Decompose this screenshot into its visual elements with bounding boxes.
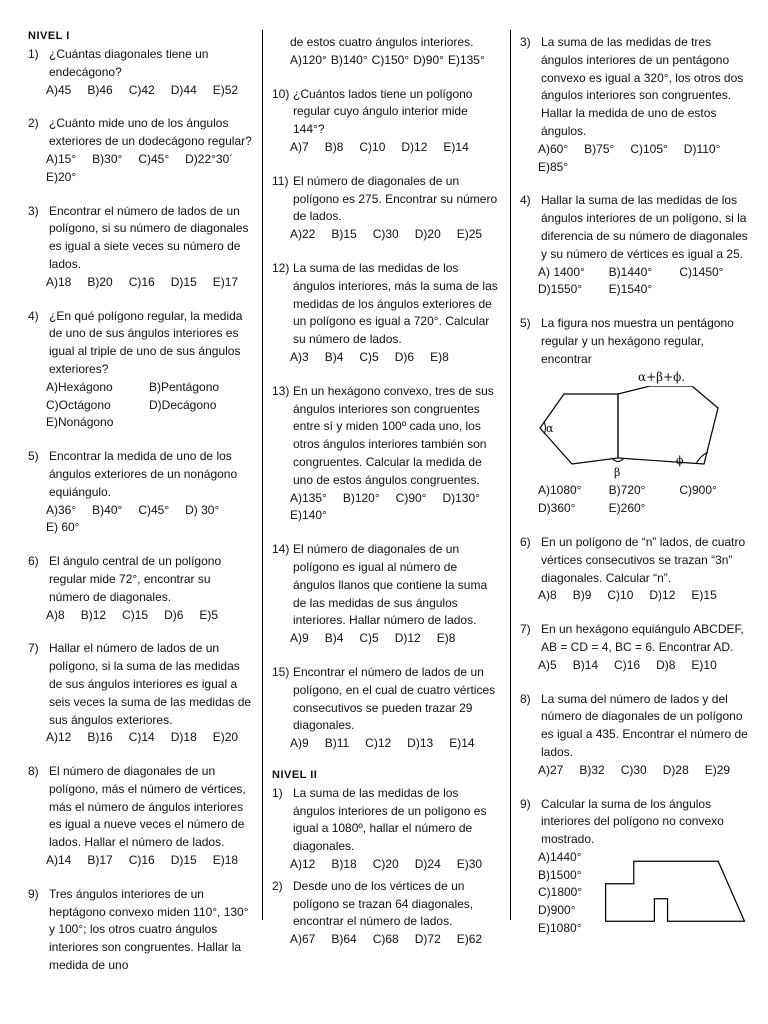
label-phi: ϕ <box>676 454 684 468</box>
question-15 <box>272 664 500 753</box>
answer-option: D)12 <box>649 588 676 603</box>
answer-option: C)14 <box>128 730 155 745</box>
question-number: 7) <box>28 641 39 656</box>
answer-options <box>28 729 252 747</box>
answer-option: A)1080° <box>538 483 582 498</box>
answer-option: A)45 <box>46 82 72 97</box>
answer-option: B)17 <box>87 853 113 868</box>
question-number: 4) <box>28 308 39 323</box>
question-number: 2) <box>28 116 39 131</box>
answer-options <box>520 849 600 938</box>
question-head <box>272 664 500 735</box>
answer-option: D)18 <box>170 730 197 745</box>
question-12 <box>272 260 500 367</box>
question-2 <box>272 878 500 949</box>
answer-option: E)5 <box>199 607 219 622</box>
answer-options <box>272 226 500 244</box>
answer-option: C)5 <box>359 631 379 646</box>
answer-option: A)Hexágono <box>46 379 113 394</box>
question-number: 15) <box>272 664 290 679</box>
answer-option: E)85° <box>538 159 569 174</box>
question-head <box>520 34 750 141</box>
answer-option: E)20 <box>212 730 239 745</box>
answer-option: D)44 <box>170 82 197 97</box>
answer-option: C)42 <box>128 82 155 97</box>
question-number: 13) <box>272 383 290 398</box>
question-head <box>272 173 500 226</box>
question-text: La suma del número de lados y del número de diagonales de un polígono es igual a 435. Encontrar el número de lados. <box>541 691 748 759</box>
answer-option: C)150° <box>371 52 410 67</box>
answer-option: A)14 <box>46 853 72 868</box>
question-head <box>28 115 252 151</box>
question-number: 11) <box>272 173 289 188</box>
question-9 <box>28 886 252 975</box>
question-head <box>520 192 750 263</box>
question-head <box>272 785 500 856</box>
question-text: La suma de las medidas de tres ángulos interiores de un pentágono convexo es igual a 320°, los otros dos ángulos interiores son congruentes. Hallar la medida de uno de estos ángulos. <box>541 35 744 138</box>
answer-option: C)Octágono <box>46 397 111 412</box>
question-head <box>520 691 750 762</box>
answer-option: E)1080° <box>538 921 582 936</box>
answer-option: A)7 <box>290 139 309 154</box>
question-number: 1) <box>28 47 39 61</box>
question-text: ¿Cuántos lados tiene un polígono regular cuyo ángulo interior mide 144°? <box>293 86 473 137</box>
answer-option: A)67 <box>290 932 316 947</box>
answer-option: E)10 <box>691 657 717 672</box>
question-text: En un polígono de “n” lados, de cuatro vértices consecutivos se trazan “3n” diagonales. Calcular “n”. <box>541 534 746 585</box>
answer-option: D)360° <box>538 501 576 516</box>
answer-option: A)18 <box>46 274 72 289</box>
answer-option: D)110° <box>683 141 721 156</box>
answer-option: D)12 <box>394 631 421 646</box>
answer-option: B)32 <box>579 762 605 777</box>
question-number: 12) <box>272 260 290 275</box>
answer-option: E)135° <box>447 52 485 67</box>
answer-option: C)1800° <box>538 885 583 900</box>
question-number: 3) <box>28 203 39 218</box>
answer-options <box>28 502 252 538</box>
label-alpha: α <box>546 422 554 436</box>
answer-option: C)10 <box>359 139 386 154</box>
question-head <box>520 796 750 849</box>
answer-option: E)140° <box>290 508 327 523</box>
answer-options <box>520 264 750 300</box>
answer-option: D)130° <box>442 490 480 505</box>
non-convex-polygon-figure <box>600 853 750 937</box>
answer-option: E)14 <box>443 139 469 154</box>
answer-option: C)45° <box>138 502 170 517</box>
answer-option: D)28 <box>662 762 689 777</box>
answer-option: D)72 <box>414 932 441 947</box>
answer-option: E)15 <box>691 588 717 603</box>
question-2 <box>28 115 252 186</box>
question-5 <box>520 315 750 518</box>
question-number: 5) <box>520 316 531 331</box>
question-head <box>520 534 750 587</box>
answer-option: D)22°30´ <box>185 151 234 166</box>
answer-option: B)720° <box>608 483 646 498</box>
answer-option: B)4 <box>324 349 344 364</box>
question-text: La figura nos muestra un pentágono regular y un hexágono regular, encontrar <box>541 316 734 366</box>
section-title-nivel-1: NIVEL I <box>28 30 70 42</box>
question-head <box>272 383 500 490</box>
question-number: 2) <box>272 878 283 893</box>
answer-option: E)260° <box>608 501 646 516</box>
question-text: El ángulo central de un polígono regular mide 72°, encontrar su número de diagonales. <box>49 554 222 604</box>
answer-option: E)20° <box>46 169 77 184</box>
answer-options <box>520 657 750 675</box>
question-head <box>28 763 252 852</box>
question-text: En un hexágono convexo, tres de sus ángulos interiores son congruentes entre sí y miden 100º cada uno, los otros ángulos interiores también son congruentes. Calcular la medida de uno de estos ángulos congruentes. <box>293 383 494 487</box>
answer-option: E)29 <box>704 762 731 777</box>
question-head <box>520 621 750 657</box>
answer-options <box>28 151 252 187</box>
column-divider-right <box>510 30 511 920</box>
question-3 <box>520 34 750 176</box>
answer-option: B)40° <box>92 502 123 517</box>
answer-option: E) 60° <box>46 520 80 535</box>
answer-option: B)30° <box>92 151 123 166</box>
answer-option: B)64 <box>331 932 357 947</box>
answer-option: C)30 <box>620 762 647 777</box>
answer-options <box>520 587 750 605</box>
question-5 <box>28 448 252 537</box>
answer-option: C)15 <box>122 607 149 622</box>
answer-option: B)4 <box>324 631 344 646</box>
question-head <box>28 46 252 82</box>
question-7 <box>28 640 252 747</box>
question-text: Hallar el número de lados de un polígono, si la suma de las medidas de sus ángulos interiores es igual a seis veces la suma de las medidas de sus ángulos exteriores. <box>49 641 252 727</box>
answer-option: B)15 <box>331 227 357 242</box>
answer-option: E)25 <box>456 227 483 242</box>
question-text: Hallar la suma de las medidas de los ángulos interiores de un polígono, si la diferencia de su número de diagonales y su número de vértices es igual a 25. <box>541 193 748 261</box>
answer-option: D)15 <box>170 274 197 289</box>
question-head <box>28 553 252 606</box>
answer-option: C)45° <box>138 151 170 166</box>
question-9-continued: de estos cuatro ángulos interiores. A)120° B)140° C)150° D)90° E)135° <box>272 34 500 70</box>
question-3 <box>28 203 252 292</box>
answer-options <box>272 735 500 753</box>
answer-option: C)5 <box>359 349 379 364</box>
answer-option: E)Nonágono <box>46 415 114 430</box>
question-text: En un hexágono equiángulo ABCDEF, AB = CD = 4, BC = 6. Encontrar AD. <box>541 622 744 654</box>
answer-option: C)16 <box>128 274 155 289</box>
formula-line <box>520 369 750 387</box>
answer-option: A)8 <box>538 588 557 603</box>
answer-option: A)5 <box>538 657 557 672</box>
question-head <box>272 260 500 349</box>
question-text: El número de diagonales de un polígono, más el número de vértices, más el número de ángulos interiores es igual a nueve veces el número de lados. Hallar el número de lados. <box>49 764 246 850</box>
answer-option: A)120° <box>290 52 327 67</box>
question-4 <box>28 308 252 433</box>
answer-option: A)27 <box>538 762 564 777</box>
question-text: Desde uno de los vértices de un polígono se trazan 64 diagonales, encontrar el número de lados. <box>293 878 474 929</box>
question-8 <box>28 763 252 870</box>
question-number: 9) <box>28 886 39 901</box>
answer-option: A)9 <box>290 736 309 751</box>
question-head <box>272 541 500 630</box>
question-9 <box>520 796 750 938</box>
answer-option: E)18 <box>212 853 239 868</box>
question-number: 6) <box>520 534 531 549</box>
column-1 <box>28 30 252 991</box>
answer-option: B)75° <box>584 141 615 156</box>
question-number: 10) <box>272 86 290 101</box>
question-number: 5) <box>28 449 39 464</box>
hexagon-shape <box>618 386 718 464</box>
answer-options <box>272 490 500 526</box>
answer-option: A)22 <box>290 227 316 242</box>
question-text: Calcular la suma de los ángulos interiores del polígono no convexo mostrado. <box>541 796 724 847</box>
question-14 <box>272 541 500 648</box>
answer-option: C)16 <box>614 657 641 672</box>
formula: α+β+ϕ. <box>638 369 686 384</box>
column-2 <box>272 34 500 953</box>
question-number: 4) <box>520 193 531 208</box>
question-10 <box>272 86 500 157</box>
answer-option: C)12 <box>365 736 392 751</box>
answer-option: A)15° <box>46 151 77 166</box>
answer-option: E)17 <box>212 274 239 289</box>
answer-option: B)9 <box>572 588 592 603</box>
answer-option: E)30 <box>456 857 483 872</box>
question-4 <box>520 192 750 299</box>
question-number: 14) <box>272 542 290 557</box>
question-head <box>28 640 252 729</box>
question-number: 1) <box>272 785 283 800</box>
answer-option: D)900° <box>538 903 576 918</box>
section-title-nivel-2: NIVEL II <box>272 768 318 781</box>
question-text: Encontrar el número de lados de un polígono, en el cual de cuatro vértices consecutivos se pueden trazar 29 diagonales. <box>293 664 496 733</box>
question-text: Encontrar el número de lados de un polígono, si su número de diagonales es igual a siete veces su número de lados. <box>49 203 249 271</box>
question-1 <box>28 46 252 99</box>
answer-option: D) 30° <box>185 502 220 517</box>
answer-option: C)10 <box>607 588 634 603</box>
question-text: La suma de las medidas de los ángulos interiores de un polígono es igual a 1080º, hallar el número de diagonales. <box>293 785 487 854</box>
answer-option: B)18 <box>331 857 357 872</box>
answer-option: E)8 <box>430 349 449 364</box>
answer-option: D)8 <box>656 657 676 672</box>
answer-option: A)12 <box>46 730 72 745</box>
answer-option: A)135° <box>290 490 327 505</box>
answer-option: B)12 <box>80 607 107 622</box>
answer-options <box>28 852 252 870</box>
question-6 <box>520 534 750 605</box>
answer-option: B)Pentágono <box>149 379 220 394</box>
question-head <box>28 308 252 379</box>
answer-options <box>520 762 750 780</box>
question-number: 3) <box>520 35 531 49</box>
question-text: ¿Cuánto mide uno de los ángulos exteriores de un dodecágono regular? <box>49 116 252 149</box>
question-6 <box>28 553 252 624</box>
question-head <box>272 878 500 931</box>
answer-option: C)90° <box>395 490 427 505</box>
answer-options <box>272 349 500 367</box>
answer-option: A)8 <box>46 607 65 622</box>
question-13 <box>272 383 500 525</box>
question-text: ¿Cuántas diagonales tiene un endecágono? <box>49 47 209 79</box>
answer-option: B)46 <box>87 82 113 97</box>
answer-options <box>520 141 750 177</box>
non-convex-polygon-shape <box>606 861 745 921</box>
pentagon-hexagon-figure <box>534 386 734 482</box>
question-head <box>272 86 500 139</box>
answer-option: A)12 <box>290 857 316 872</box>
question-number: 8) <box>28 764 39 779</box>
answer-option: E)14 <box>449 736 475 751</box>
answer-option: B)8 <box>324 139 344 154</box>
answer-option: E)62 <box>456 932 483 947</box>
answer-option: D)90° <box>413 52 444 67</box>
answer-option: B)14 <box>572 657 599 672</box>
answer-option: B)1500° <box>538 867 582 882</box>
question-head <box>28 203 252 274</box>
answer-option: B)20 <box>87 274 113 289</box>
answer-options <box>28 607 252 625</box>
question-head <box>28 886 252 975</box>
answer-option: D)24 <box>414 857 441 872</box>
question-head <box>28 448 252 501</box>
question-text: La suma de las medidas de los ángulos interiores, más la suma de las medidas de los ángulos exteriores de un polígono es igual a 720°. Calcular su número de lados. <box>293 260 498 347</box>
question-number: 9) <box>520 796 531 811</box>
question-text: Encontrar la medida de uno de los ángulos exteriores de un nonágono equiángulo. <box>49 449 238 499</box>
answer-options-with-figure <box>520 849 750 938</box>
answer-option: C)1450° <box>679 264 724 279</box>
question-text: Tres ángulos interiores de un heptágono convexo miden 110°, 130° y 100°; los otros cuatro ángulos interiores son congruentes. Hallar la medida de uno <box>49 886 249 973</box>
question-7 <box>520 621 750 674</box>
answer-options <box>28 274 252 292</box>
answer-option: A)60° <box>538 141 569 156</box>
question-1 <box>272 785 500 874</box>
answer-options <box>28 379 252 432</box>
answer-option: D)Decágono <box>149 397 217 412</box>
answer-option: A)36° <box>46 502 77 517</box>
answer-options <box>272 139 500 157</box>
question-head <box>520 315 750 368</box>
answer-option: C)900° <box>679 483 717 498</box>
answer-option: D)13 <box>407 736 434 751</box>
answer-option: B)1440° <box>608 264 653 279</box>
answer-option: A)9 <box>290 631 309 646</box>
answer-options <box>272 931 500 949</box>
answer-option: E)52 <box>212 82 239 97</box>
column-3 <box>520 34 750 954</box>
answer-option: D)15 <box>170 853 197 868</box>
answer-option: A)3 <box>290 349 309 364</box>
column-divider-left <box>262 30 263 920</box>
answer-option: B)16 <box>87 730 113 745</box>
answer-option: C)20 <box>372 857 399 872</box>
question-text: ¿En qué polígono regular, la medida de uno de sus ángulos interiores es igual al triple de uno de sus ángulos exteriores? <box>49 308 243 376</box>
answer-options <box>28 82 252 100</box>
question-11 <box>272 173 500 244</box>
answer-option: D)1550° <box>538 282 583 297</box>
answer-option: B)120° <box>342 490 380 505</box>
answer-option: B)140° <box>330 52 368 67</box>
answer-option: C)30 <box>372 227 399 242</box>
answer-option: A)1440° <box>538 849 582 864</box>
question-8 <box>520 691 750 780</box>
answer-options <box>272 630 500 648</box>
answer-option: A) 1400° <box>538 264 585 279</box>
question-text: El número de diagonales de un polígono es igual al número de ángulos llanos que contiene la suma de las medidas de sus ángulos interiores. Hallar número de lados. <box>293 542 488 628</box>
answer-option: C)105° <box>630 141 668 156</box>
answer-option: C)68 <box>372 932 399 947</box>
answer-option: D)6 <box>394 349 415 364</box>
question-number: 6) <box>28 554 39 569</box>
answer-option: E)8 <box>436 631 456 646</box>
answer-options <box>272 856 500 874</box>
answer-option: D)6 <box>164 607 184 622</box>
answer-option: B)11 <box>324 736 350 751</box>
answer-option: C)16 <box>128 853 155 868</box>
question-number: 8) <box>520 691 531 706</box>
question-text: El número de diagonales de un polígono es 275. Encontrar su número de lados. <box>293 173 498 224</box>
label-beta: β <box>614 466 621 480</box>
question-number: 7) <box>520 622 531 637</box>
answer-options <box>520 482 750 518</box>
answer-option: D)12 <box>401 139 428 154</box>
answer-option: E)1540° <box>608 282 653 297</box>
answer-option: D)20 <box>414 227 441 242</box>
